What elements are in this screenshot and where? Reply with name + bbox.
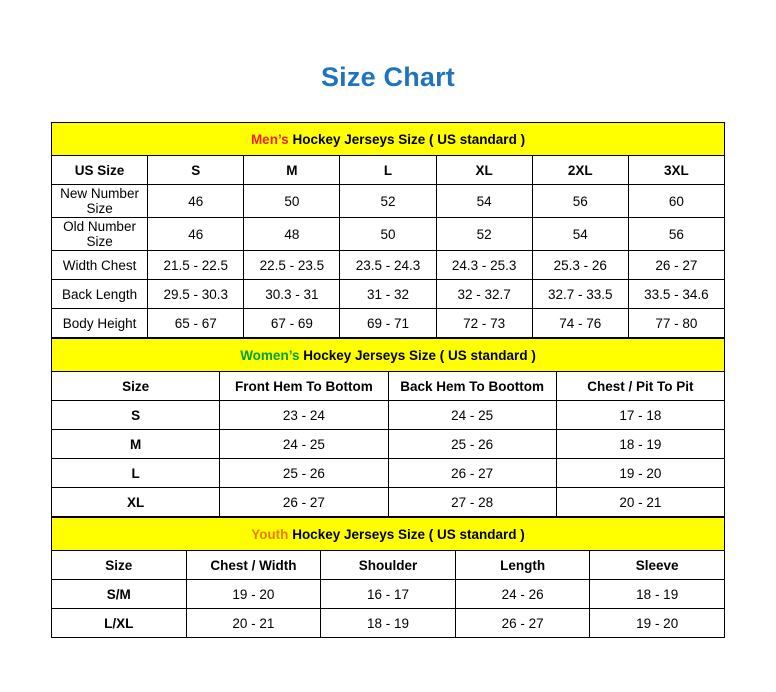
- mens-cell: 65 - 67: [148, 309, 244, 338]
- youth-cell: 18 - 19: [590, 580, 725, 609]
- mens-size-table: [51, 122, 725, 338]
- youth-size-table: [51, 517, 725, 638]
- mens-cell: 60: [628, 185, 724, 218]
- page-title: Size Chart: [320, 62, 456, 92]
- mens-header-cell: L: [340, 156, 436, 185]
- mens-cell: 26 - 27: [628, 251, 724, 280]
- womens-banner: [52, 339, 725, 372]
- womens-cell: 18 - 19: [556, 430, 724, 459]
- mens-cell: 52: [340, 185, 436, 218]
- mens-cell: 25.3 - 26: [532, 251, 628, 280]
- mens-cell: 67 - 69: [244, 309, 340, 338]
- mens-cell: 32.7 - 33.5: [532, 280, 628, 309]
- womens-row-label: S: [52, 401, 220, 430]
- mens-cell: 30.3 - 31: [244, 280, 340, 309]
- table-row: [52, 488, 725, 517]
- youth-row-label: L/XL: [52, 609, 187, 638]
- mens-cell: 50: [244, 185, 340, 218]
- mens-banner-accent: Men’s: [250, 131, 289, 147]
- mens-cell: 29.5 - 30.3: [148, 280, 244, 309]
- table-row: [52, 280, 725, 309]
- table-row: [52, 580, 725, 609]
- mens-cell: 21.5 - 22.5: [148, 251, 244, 280]
- womens-cell: 24 - 25: [388, 401, 556, 430]
- youth-cell: 16 - 17: [321, 580, 456, 609]
- mens-cell: 74 - 76: [532, 309, 628, 338]
- mens-cell: 33.5 - 34.6: [628, 280, 724, 309]
- womens-cell: 25 - 26: [220, 459, 388, 488]
- youth-cell: 24 - 26: [455, 580, 590, 609]
- womens-cell: 26 - 27: [220, 488, 388, 517]
- table-row: [52, 251, 725, 280]
- mens-banner: [52, 123, 725, 156]
- mens-row-label: New Number Size: [52, 185, 148, 218]
- womens-cell: 24 - 25: [220, 430, 388, 459]
- youth-cell: 19 - 20: [590, 609, 725, 638]
- mens-header-cell: US Size: [52, 156, 148, 185]
- mens-header-cell: 3XL: [628, 156, 724, 185]
- mens-cell: 31 - 32: [340, 280, 436, 309]
- mens-cell: 46: [148, 218, 244, 251]
- womens-cell: 19 - 20: [556, 459, 724, 488]
- youth-cell: 18 - 19: [321, 609, 456, 638]
- youth-banner-accent: Youth: [251, 526, 289, 542]
- table-banner-row: [52, 123, 725, 156]
- mens-cell: 22.5 - 23.5: [244, 251, 340, 280]
- mens-row-label: Width Chest: [52, 251, 148, 280]
- mens-header-cell: 2XL: [532, 156, 628, 185]
- table-banner-row: [52, 339, 725, 372]
- womens-cell: 23 - 24: [220, 401, 388, 430]
- womens-size-table: [51, 338, 725, 517]
- womens-header-cell: Chest / Pit To Pit: [556, 372, 724, 401]
- womens-cell: 17 - 18: [556, 401, 724, 430]
- mens-cell: 50: [340, 218, 436, 251]
- mens-header-cell: M: [244, 156, 340, 185]
- mens-row-label: Old Number Size: [52, 218, 148, 251]
- womens-cell: 25 - 26: [388, 430, 556, 459]
- mens-cell: 32 - 32.7: [436, 280, 532, 309]
- table-row: [52, 401, 725, 430]
- table-row: [52, 430, 725, 459]
- womens-row-label: L: [52, 459, 220, 488]
- table-row: [52, 309, 725, 338]
- mens-cell: 46: [148, 185, 244, 218]
- mens-row-label: Body Height: [52, 309, 148, 338]
- womens-banner-rest: Hockey Jerseys Size ( US standard ): [299, 347, 536, 363]
- mens-cell: 48: [244, 218, 340, 251]
- table-banner-row: [52, 518, 725, 551]
- womens-header-cell: Size: [52, 372, 220, 401]
- youth-banner: [52, 518, 725, 551]
- size-tables: [51, 122, 725, 638]
- youth-banner-rest: Hockey Jerseys Size ( US standard ): [288, 526, 525, 542]
- womens-header-cell: Front Hem To Bottom: [220, 372, 388, 401]
- youth-row-label: S/M: [52, 580, 187, 609]
- mens-cell: 24.3 - 25.3: [436, 251, 532, 280]
- youth-header-cell: Shoulder: [321, 551, 456, 580]
- mens-cell: 52: [436, 218, 532, 251]
- mens-banner-rest: Hockey Jerseys Size ( US standard ): [288, 131, 526, 147]
- table-header-row: [52, 156, 725, 185]
- mens-cell: 54: [532, 218, 628, 251]
- womens-row-label: M: [52, 430, 220, 459]
- youth-header-cell: Length: [455, 551, 590, 580]
- womens-header-cell: Back Hem To Boottom: [388, 372, 556, 401]
- mens-cell: 56: [628, 218, 724, 251]
- youth-cell: 20 - 21: [186, 609, 321, 638]
- table-row: [52, 185, 725, 218]
- mens-cell: 54: [436, 185, 532, 218]
- womens-cell: 20 - 21: [556, 488, 724, 517]
- youth-cell: 26 - 27: [455, 609, 590, 638]
- womens-cell: 26 - 27: [388, 459, 556, 488]
- youth-header-cell: Chest / Width: [186, 551, 321, 580]
- table-row: [52, 609, 725, 638]
- mens-cell: 69 - 71: [340, 309, 436, 338]
- table-header-row: [52, 551, 725, 580]
- table-row: [52, 218, 725, 251]
- mens-row-label: Back Length: [52, 280, 148, 309]
- mens-cell: 56: [532, 185, 628, 218]
- mens-cell: 72 - 73: [436, 309, 532, 338]
- youth-cell: 19 - 20: [186, 580, 321, 609]
- womens-cell: 27 - 28: [388, 488, 556, 517]
- womens-row-label: XL: [52, 488, 220, 517]
- mens-cell: 77 - 80: [628, 309, 724, 338]
- mens-cell: 23.5 - 24.3: [340, 251, 436, 280]
- table-header-row: [52, 372, 725, 401]
- youth-header-cell: Sleeve: [590, 551, 725, 580]
- mens-header-cell: XL: [436, 156, 532, 185]
- table-row: [52, 459, 725, 488]
- womens-banner-accent: Women’s: [240, 347, 300, 363]
- youth-header-cell: Size: [52, 551, 187, 580]
- mens-header-cell: S: [148, 156, 244, 185]
